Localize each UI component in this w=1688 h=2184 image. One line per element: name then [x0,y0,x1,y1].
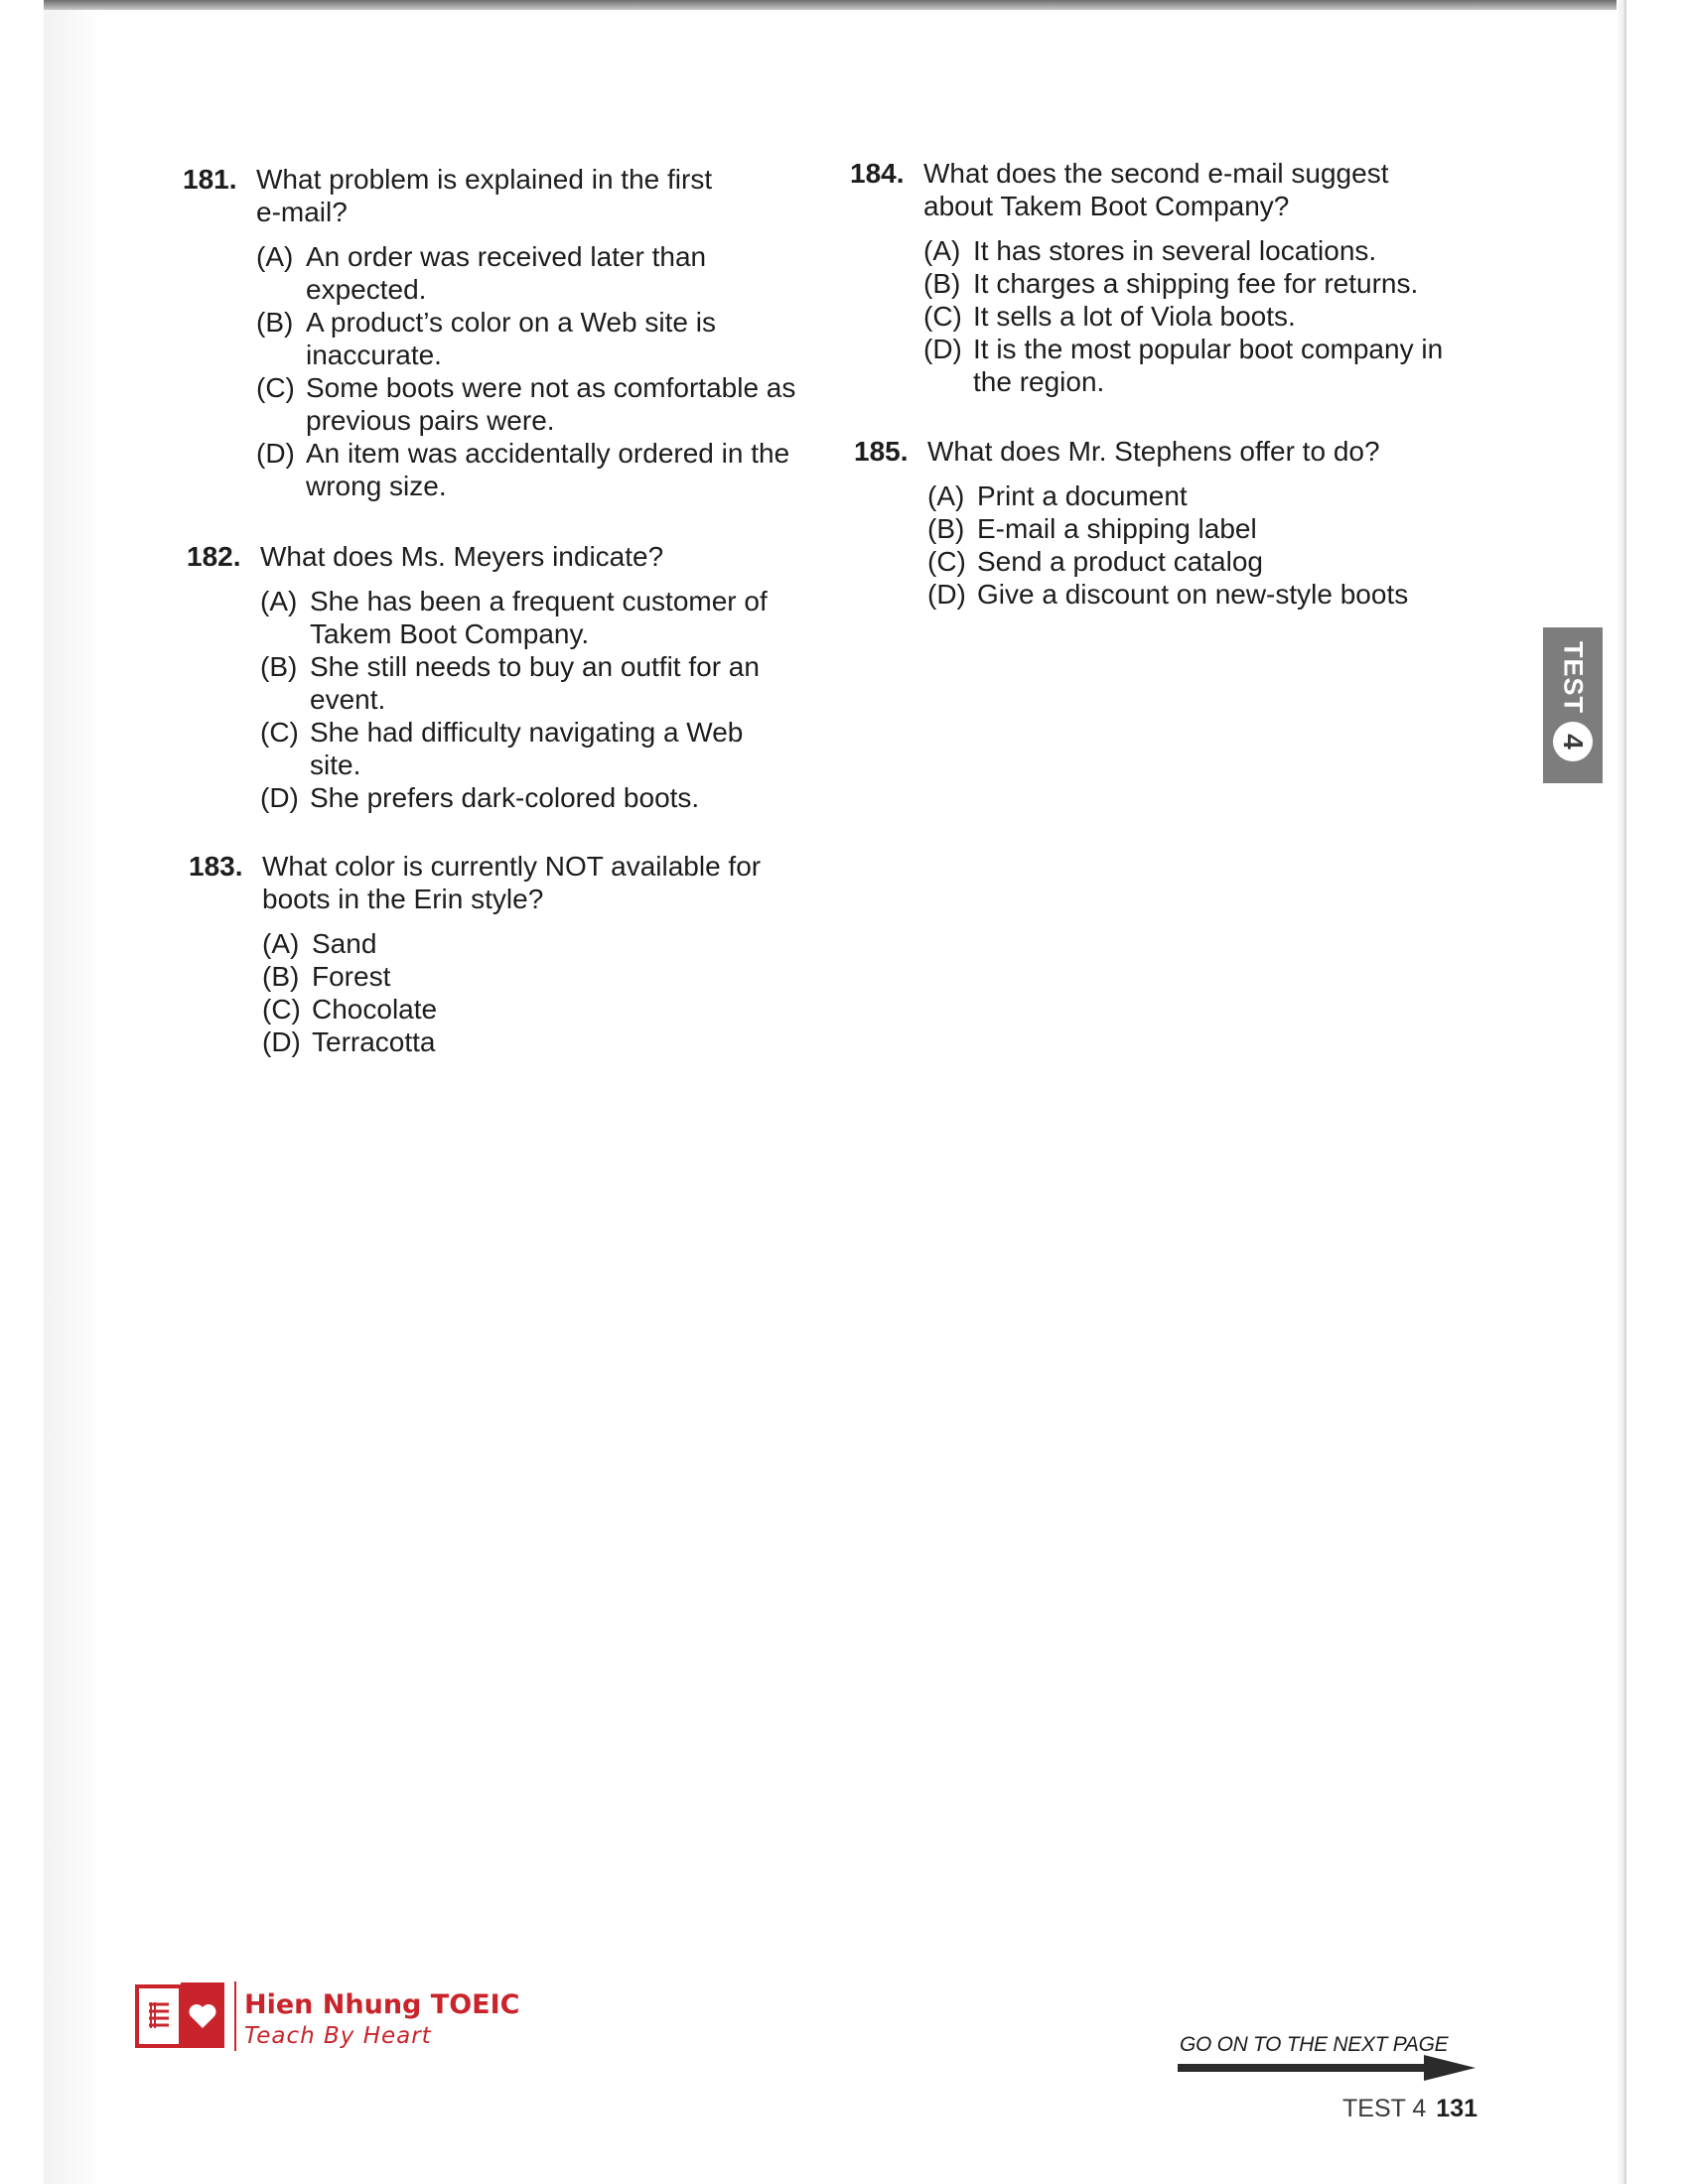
book-heart-icon [135,1980,226,2052]
option-text: Forest [312,961,391,992]
answer-option-b[interactable] [927,512,1489,545]
option-letter: (D) [260,782,299,813]
scan-top-edge [44,0,1652,10]
option-letter: (B) [927,513,965,544]
option-text: It charges a shipping fee for returns. [973,268,1419,299]
question-text: What color is currently NOT available for boots in the Erin style? [262,851,762,914]
question-text: What does the second e-mail suggest about Takem Boot Company? [923,158,1389,221]
option-letter: (C) [256,372,295,403]
answer-option-b[interactable] [262,960,824,993]
option-letter: (D) [923,334,962,364]
option-text: An order was received later than expected. [306,241,707,305]
option-text: It has stores in several locations. [973,235,1377,266]
option-letter: (D) [262,1026,301,1057]
question-number: 185. [854,436,909,467]
answer-option-a[interactable] [260,585,822,650]
question-number: 184. [850,158,905,189]
brand-divider [234,1981,236,2051]
scan-right-edge [1624,0,1688,2184]
option-text: A product’s color on a Web site is inaccurate. [306,307,716,370]
page-number: 131 [1436,2095,1478,2122]
option-text: She had difficulty navigating a Web site. [310,717,744,780]
test-tab-label: TEST [1558,641,1589,715]
option-text: Chocolate [312,994,438,1024]
option-text: Give a discount on new-style boots [977,579,1409,610]
option-text: She prefers dark-colored boots. [310,782,700,813]
question-number: 183. [189,851,243,882]
answer-option-d[interactable] [923,333,1485,398]
option-text: Print a document [977,480,1188,511]
brand-tagline: Teach By Heart [244,2023,432,2049]
option-text: Terracotta [312,1026,436,1057]
option-letter: (B) [260,651,298,682]
footer-test-label: TEST 4 [1342,2095,1427,2122]
page-footer [1342,2095,1477,2123]
answer-option-a[interactable] [923,234,1485,267]
answer-option-d[interactable] [256,437,818,502]
option-text: It is the most popular boot company in the region. [973,334,1444,397]
option-letter: (D) [256,438,295,469]
next-page-label: GO ON TO THE NEXT PAGE [1180,2033,1449,2056]
option-text: An item was accidentally ordered in the wrong size. [306,438,790,501]
answer-option-d[interactable] [262,1025,824,1058]
test-section-tab [1543,627,1603,783]
question-182 [187,540,822,814]
arrow-right-icon [1178,2053,1476,2083]
answer-option-a[interactable] [256,240,818,306]
answer-options [256,240,818,502]
question-183 [189,850,824,1058]
question-text: What does Mr. Stephens offer to do? [927,436,1380,467]
answer-option-c[interactable] [260,716,822,781]
question-number: 181. [183,164,237,195]
option-text: It sells a lot of Viola boots. [973,301,1296,332]
answer-options [923,234,1485,398]
answer-option-b[interactable] [260,650,822,716]
question-185 [854,435,1489,611]
answer-option-c[interactable] [923,300,1485,333]
question-text: What problem is explained in the first e-mail? [256,164,713,227]
scan-left-shadow [44,10,103,2184]
answer-option-a[interactable] [262,927,824,960]
option-letter: (A) [256,241,294,272]
question-text: What does Ms. Meyers indicate? [260,541,664,572]
option-text: Sand [312,928,377,959]
option-letter: (C) [927,546,966,577]
question-181 [183,163,818,502]
option-letter: (A) [262,928,300,959]
test-tab-number: 4 [1553,722,1593,761]
answer-option-c[interactable] [262,993,824,1025]
answer-option-c[interactable] [256,371,818,437]
brand-name: Hien Nhung TOEIC [244,1989,520,2020]
answer-option-d[interactable] [260,781,822,814]
answer-options [927,479,1489,611]
answer-options [260,585,822,814]
option-letter: (A) [260,586,298,616]
answer-option-b[interactable] [923,267,1485,300]
option-letter: (B) [256,307,294,338]
option-letter: (D) [927,579,966,610]
answer-option-b[interactable] [256,306,818,371]
option-letter: (C) [260,717,299,748]
option-letter: (A) [923,235,961,266]
answer-option-a[interactable] [927,479,1489,512]
option-letter: (A) [927,480,965,511]
answer-option-c[interactable] [927,545,1489,578]
option-text: She still needs to buy an outfit for an event. [310,651,760,715]
option-letter: (C) [923,301,962,332]
option-letter: (B) [262,961,300,992]
option-text: She has been a frequent customer of Takem Boot Company. [310,586,768,649]
option-text: Some boots were not as comfortable as previous pairs were. [306,372,796,436]
option-letter: (B) [923,268,961,299]
question-184 [850,157,1485,398]
option-text: E-mail a shipping label [977,513,1257,544]
answer-options [262,927,824,1058]
option-letter: (C) [262,994,301,1024]
answer-option-d[interactable] [927,578,1489,611]
question-number: 182. [187,541,241,572]
option-text: Send a product catalog [977,546,1263,577]
